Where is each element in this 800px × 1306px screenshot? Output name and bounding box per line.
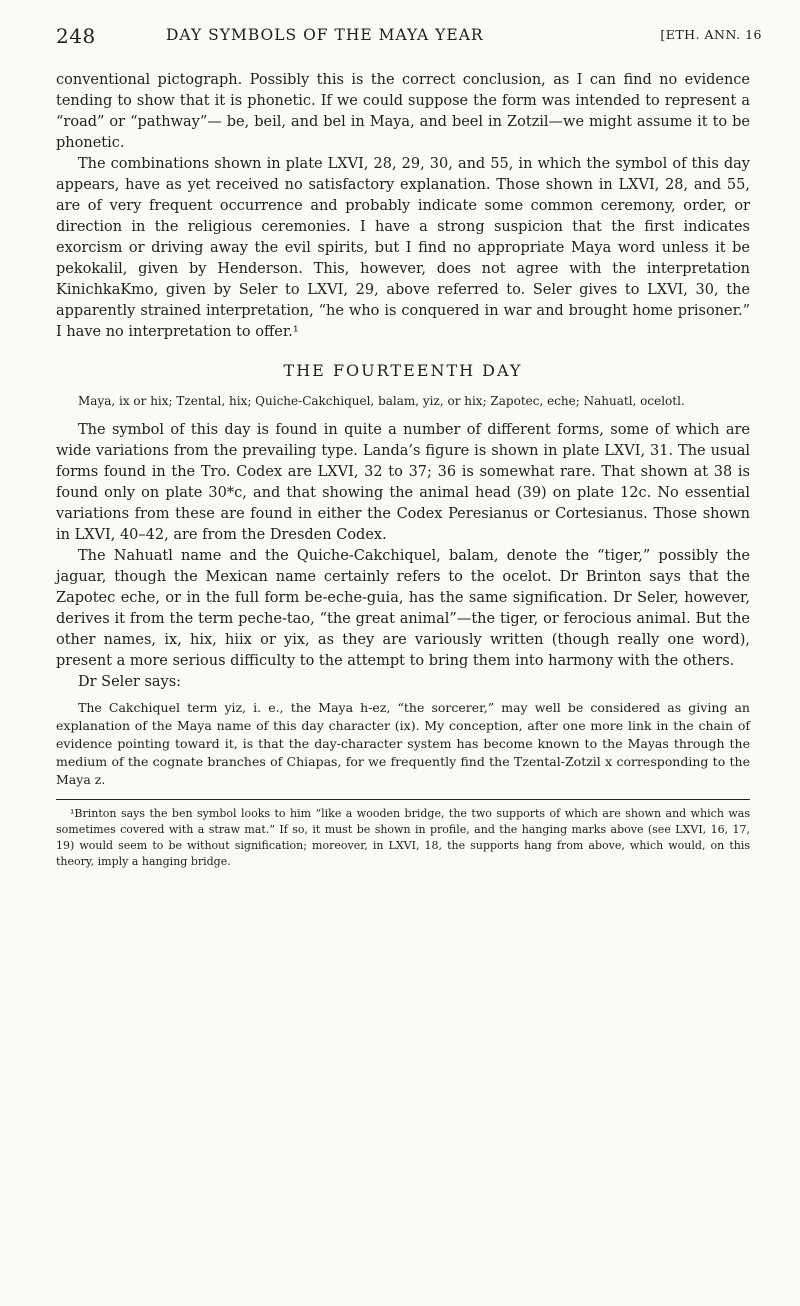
bureau-reference: [ETH. ANN. 16 [660,27,762,42]
footnote-text: ¹Brinton says the ben symbol looks to him “like a wooden bridge, the two supports of which are shown and which was sometimes covered with a straw mat.” If so, it must be shown in profile, and the hanging marks above (see LXVI, 16, 17, 19) would seem to be without signification; moreover, in LXVI, 18, the supports hang from above, which would, on this theory, imply a hanging bridge. [56,807,750,868]
page-header [56,24,762,54]
day-name-synonyms: Maya, ix or hix; Tzental, hix; Quiche-Cakchiquel, balam, yiz, or hix; Zapotec, eche; Nahuatl, ocelotl. [78,394,685,408]
footnote [56,806,750,870]
quote-text: The Cakchiquel term yiz, i. e., the Maya h-ez, “the sorcerer,” may well be considered as giving an explanation of the Maya name of this day character (ix). My conception, after one more link in the chain of evidence pointing toward it, is that the day-character system has become known to the Mayas through the medium of the cognate branches of Chiapas, for we frequently find the Tzental-Zotzil x corresponding to the Maya z. [56,700,750,787]
section-heading: THE FOURTEENTH DAY [283,361,523,380]
paragraph-combinations: The combinations shown in plate LXVI, 28, 29, 30, and 55, in which the symbol of this day appears, have as yet received no satisfactory explanation. Those shown in LXVI, 28, and 55, are of very frequent occurrence and probably indicate some common ceremony, order, or direction in the religious ceremonies. I have a strong suspicion that the first indicates exorcism or driving away the evil spirits, but I find no appropriate Maya word unless it be pekokalil, given by Henderson. This, however, does not agree with the interpretation KinichkaKmo, given by Seler to LXVI, 29, above referred to. Seler gives to LXVI, 30, the apparently strained interpretation, “he who is conquered in war and brought home prisoner.” I have no interpretation to offer.¹ [56,156,750,340]
paragraph-seler-intro: Dr Seler says: [78,674,182,690]
paragraph-symbol-forms: The symbol of this day is found in quite a number of different forms, some of which are wide variations from the prevailing type. Landa’s figure is shown in plate LXVI, 31. The usual forms found in the Tro. Codex are LXVI, 32 to 37; 36 is somewhat rare. That shown at 38 is found only on plate 30*c, and that showing the animal head (39) on plate 12c. No essential variations from these are found in either the Codex Peresianus or Cortesianus. Those shown in LXVI, 40–42, are from the Dresden Codex. [56,422,750,543]
paragraph-name-meaning: The Nahuatl name and the Quiche-Cakchiquel, balam, denote the “tiger,” possibly the jaguar, though the Mexican name certainly refers to the ocelot. Dr Brinton says that the Zapotec eche, or in the full form be-eche-guia, has the same signification. Dr Seler, however, derives it from the term peche-tao, “the great animal”—the tiger, or ferocious animal. But the other names, ix, hix, hiix or yix, as they are variously written (though really one word), present a more serious difficulty to the attempt to bring them into harmony with the others. [56,548,750,669]
seler-quote [56,699,750,789]
paragraph-continuation: conventional pictograph. Possibly this is the correct conclusion, as I can find no evidence tending to show that it is phonetic. If we could suppose the form was intended to represent a “road” or “pathway”— be, beil, and bel in Maya, and beel in Zotzil—we might assume it to be phonetic. [56,72,750,151]
running-title: DAY SYMBOLS OF THE MAYA YEAR [166,26,484,44]
main-text [56,70,750,870]
page-number: 248 [56,24,96,48]
footnote-divider [56,799,750,800]
